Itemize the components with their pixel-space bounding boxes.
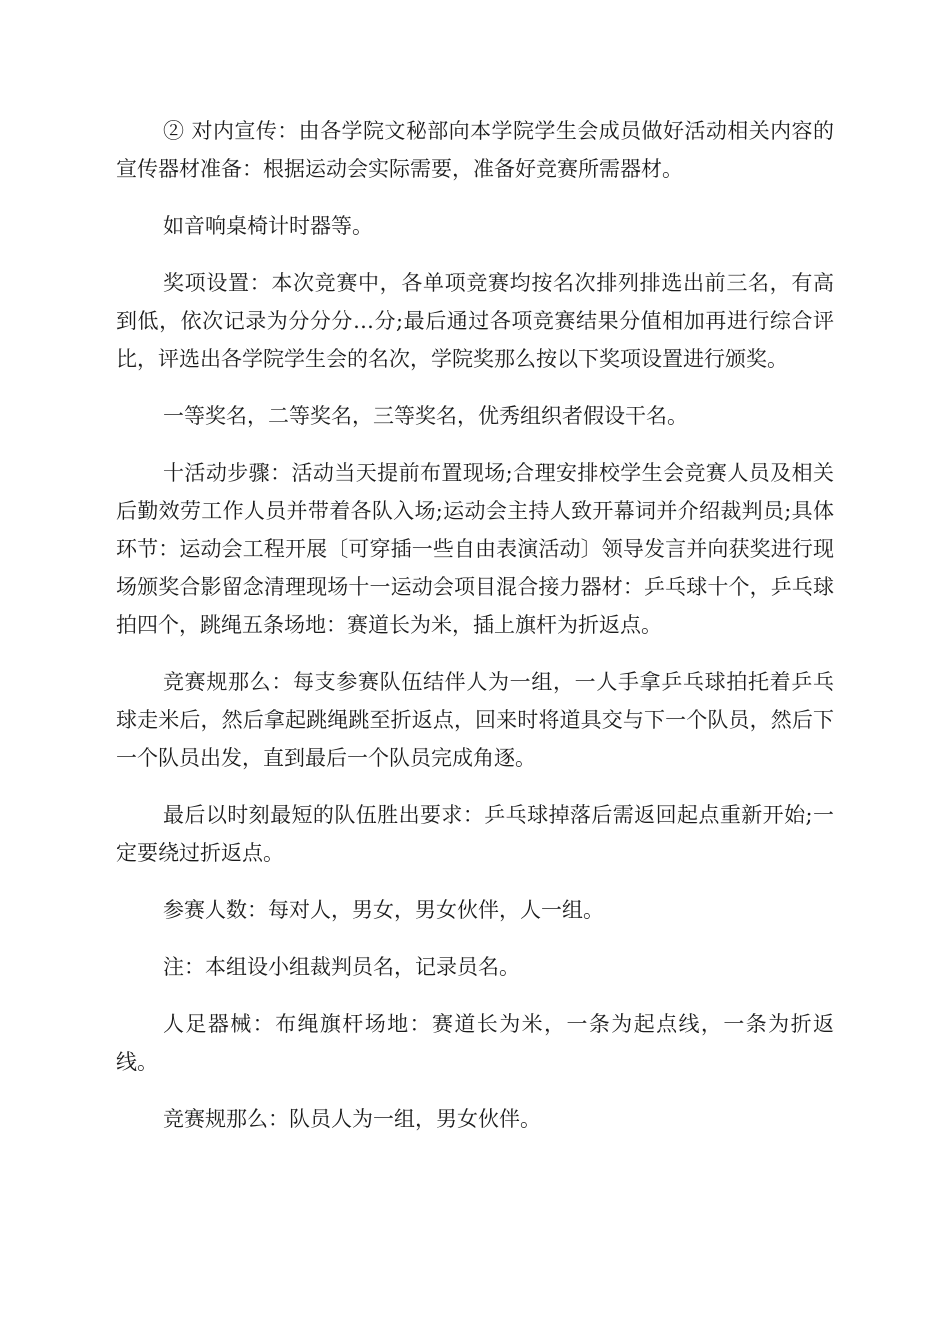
paragraph-award-list: 一等奖名，二等奖名，三等奖名，优秀组织者假设干名。: [163, 404, 688, 428]
paragraph-award-settings: 奖项设置：本次竞赛中，各单项竞赛均按名次排列排选出前三名，有高到低，依次记录为分分分…分;最后通过各项竞赛结果分值相加再进行综合评比，评选出各学院学生会的名次，学院奖那么按以下奖项设置进行颁奖。: [116, 271, 834, 371]
paragraph-requirements: 最后以时刻最短的队伍胜出要求：乒乓球掉落后需返回起点重新开始;一定要绕过折返点。: [116, 803, 834, 865]
paragraph-equipment-venue: 人足器械：布绳旗杆场地：赛道长为米，一条为起点线，一条为折返线。: [116, 1012, 834, 1074]
paragraph-participants: 参赛人数：每对人，男女，男女伙伴，人一组。: [163, 898, 604, 922]
paragraph-competition-rules-2: 竞赛规那么：队员人为一组，男女伙伴。: [163, 1107, 541, 1131]
paragraph-activity-steps: 十活动步骤：活动当天提前布置现场;合理安排校学生会竞赛人员及相关后勤效劳工作人员并带着各队入场;运动会主持人致开幕词并介绍裁判员;具体环节：运动会工程开展〔可穿插一些自由表演活动〕领导发言并向获奖进行现场颁奖合影留念清理现场十一运动会项目混合接力器材：乒乓球十个，乒乓球拍四个，跳绳五条场地：赛道长为米，插上旗杆为折返点。: [116, 461, 834, 637]
paragraph-internal-publicity: ② 对内宣传：由各学院文秘部向本学院学生会成员做好活动相关内容的宣传器材准备：根据运动会实际需要，准备好竞赛所需器材。: [116, 119, 834, 181]
document-body: [116, 112, 834, 1157]
paragraph-competition-rules: 竞赛规那么：每支参赛队伍结伴人为一组，一人手拿乒乓球拍托着乒乓球走米后，然后拿起跳绳跳至折返点，回来时将道具交与下一个队员，然后下一个队员出发，直到最后一个队员完成角逐。: [116, 670, 834, 770]
paragraph-equipment-examples: 如音响桌椅计时器等。: [163, 214, 373, 238]
paragraph-note: 注：本组设小组裁判员名，记录员名。: [163, 955, 520, 979]
